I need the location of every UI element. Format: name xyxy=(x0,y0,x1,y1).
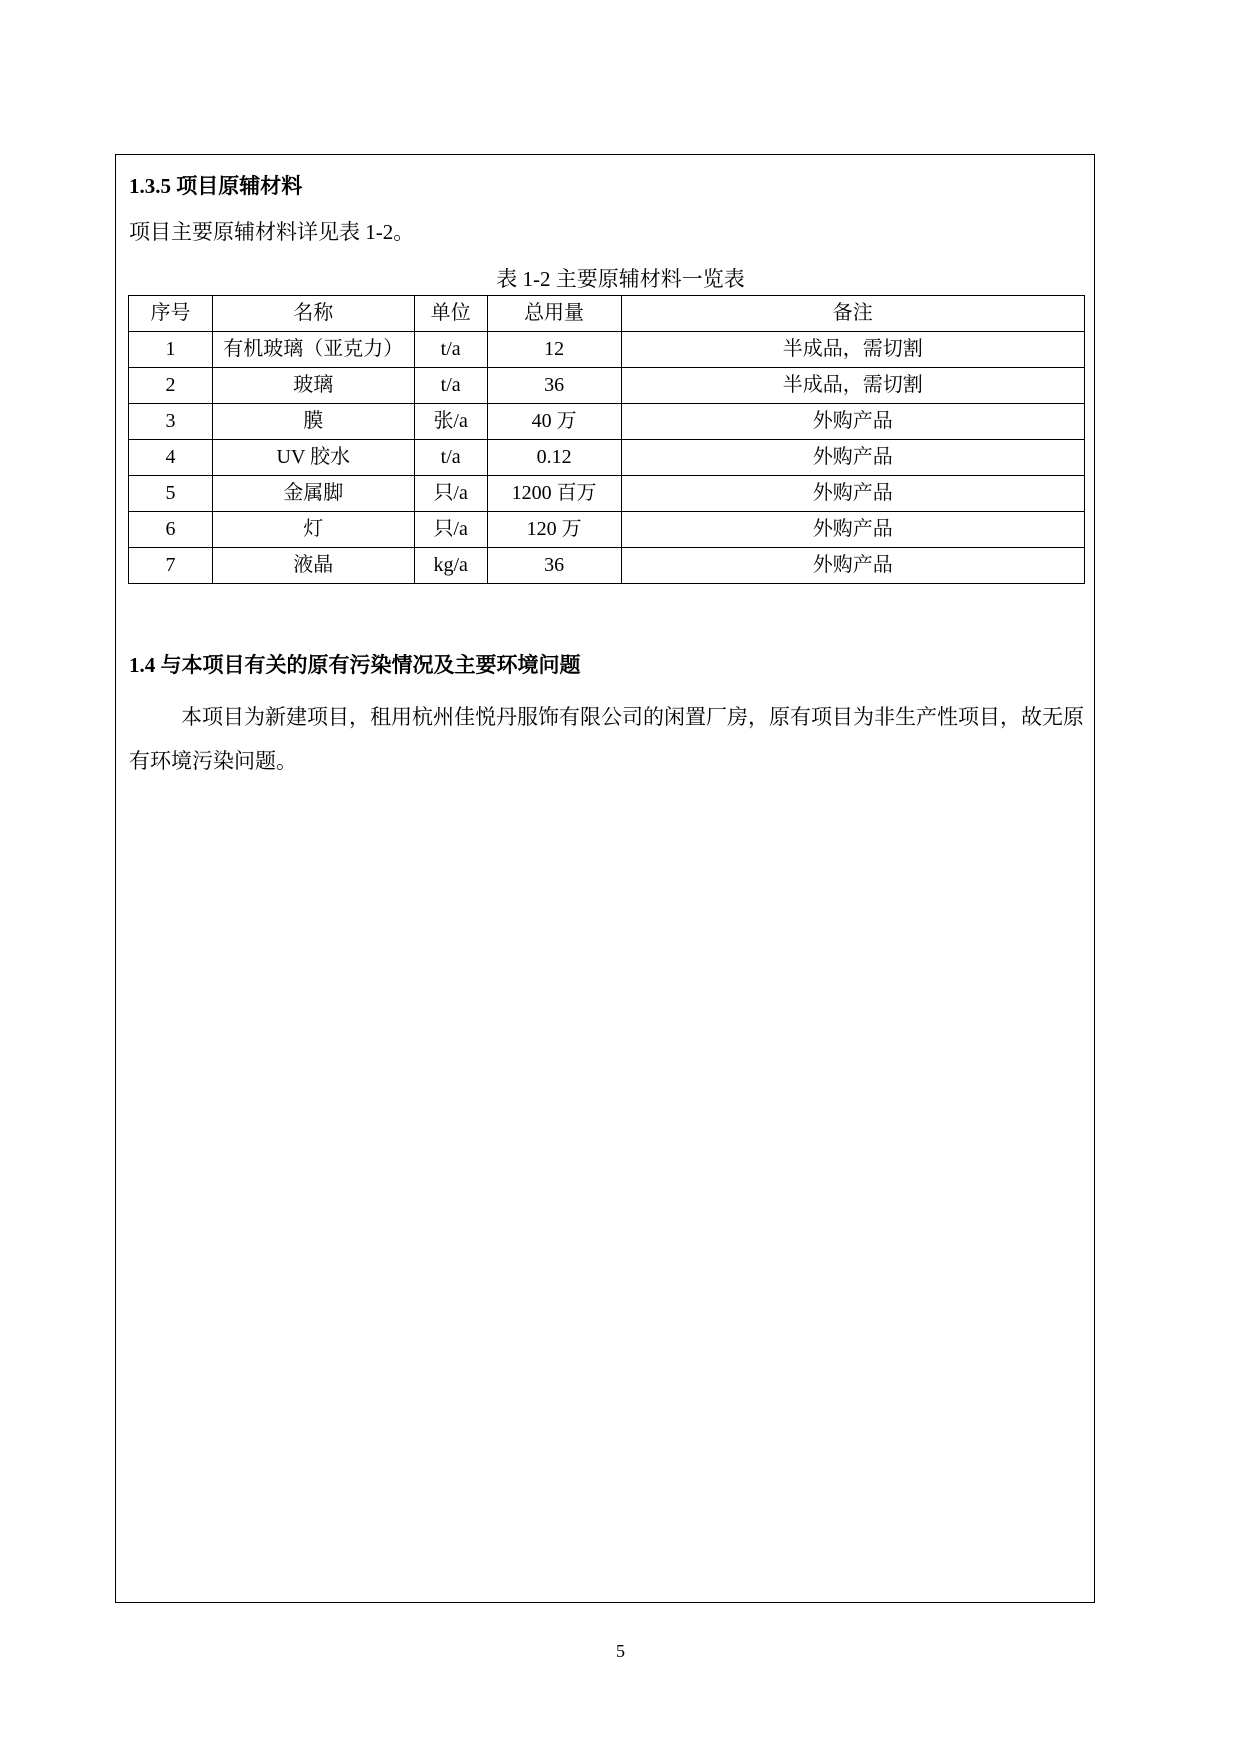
table-cell: 0.12 xyxy=(487,440,621,476)
page-number: 5 xyxy=(616,1641,625,1661)
table-header-cell: 备注 xyxy=(621,296,1085,332)
table-cell: 外购产品 xyxy=(621,440,1085,476)
table-cell: 外购产品 xyxy=(621,404,1085,440)
table-cell: 半成品，需切割 xyxy=(621,368,1085,404)
table-header-row xyxy=(129,296,1085,332)
table-row xyxy=(129,368,1085,404)
table-cell: UV 胶水 xyxy=(212,440,414,476)
materials-table xyxy=(128,295,1085,584)
table-row xyxy=(129,404,1085,440)
table-cell: 12 xyxy=(487,332,621,368)
section-paragraph: 本项目为新建项目，租用杭州佳悦丹服饰有限公司的闲置厂房，原有项目为非生产性项目，故无原有环境污染问题。 xyxy=(129,705,1084,773)
table-cell: 6 xyxy=(129,512,213,548)
table-cell: 只/a xyxy=(414,476,487,512)
table-cell: t/a xyxy=(414,368,487,404)
table-cell: kg/a xyxy=(414,548,487,584)
table-row xyxy=(129,512,1085,548)
table-cell: 外购产品 xyxy=(621,548,1085,584)
table-cell: 5 xyxy=(129,476,213,512)
table-cell: 40 万 xyxy=(487,404,621,440)
table-row xyxy=(129,332,1085,368)
table-header-cell: 单位 xyxy=(414,296,487,332)
table-cell: t/a xyxy=(414,332,487,368)
table-cell: 液晶 xyxy=(212,548,414,584)
table-cell: 灯 xyxy=(212,512,414,548)
table-cell: 金属脚 xyxy=(212,476,414,512)
table-cell: 半成品，需切割 xyxy=(621,332,1085,368)
table-row xyxy=(129,476,1085,512)
table-cell: 外购产品 xyxy=(621,512,1085,548)
section-heading-1-4: 1.4 与本项目有关的原有污染情况及主要环境问题 xyxy=(129,653,581,677)
table-caption: 表 1-2 主要原辅材料一览表 xyxy=(496,267,745,291)
table-cell: 2 xyxy=(129,368,213,404)
table-cell: 7 xyxy=(129,548,213,584)
table-cell: 张/a xyxy=(414,404,487,440)
table-cell: 3 xyxy=(129,404,213,440)
table-row xyxy=(129,440,1085,476)
table-header-cell: 序号 xyxy=(129,296,213,332)
table-cell: 1200 百万 xyxy=(487,476,621,512)
table-cell: 膜 xyxy=(212,404,414,440)
table-row xyxy=(129,548,1085,584)
section-intro-text: 项目主要原辅材料详见表 1-2。 xyxy=(129,220,415,244)
table-cell: 120 万 xyxy=(487,512,621,548)
table-header-cell: 名称 xyxy=(212,296,414,332)
table-cell: 外购产品 xyxy=(621,476,1085,512)
table-cell: 36 xyxy=(487,368,621,404)
table-cell: t/a xyxy=(414,440,487,476)
table-cell: 1 xyxy=(129,332,213,368)
table-cell: 有机玻璃（亚克力） xyxy=(212,332,414,368)
table-header-cell: 总用量 xyxy=(487,296,621,332)
section-heading-1-3-5: 1.3.5 项目原辅材料 xyxy=(129,174,303,198)
table-cell: 4 xyxy=(129,440,213,476)
table-cell: 只/a xyxy=(414,512,487,548)
table-cell: 玻璃 xyxy=(212,368,414,404)
table-cell: 36 xyxy=(487,548,621,584)
